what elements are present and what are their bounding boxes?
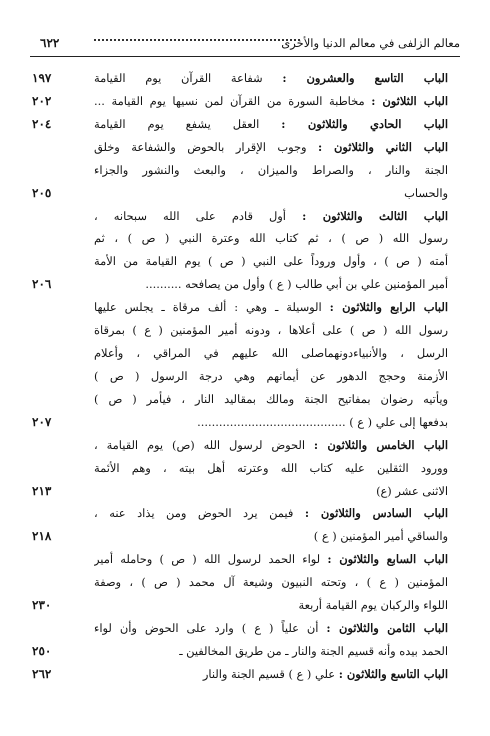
toc-line	[94, 227, 448, 249]
toc-line	[94, 113, 448, 135]
toc-line	[94, 434, 448, 456]
toc-line	[94, 457, 448, 479]
chapter-heading: الباب الثامن والثلاثون :	[326, 621, 448, 635]
entry-text: وجوب الإقرار بالحوض والشفاعة وخلق	[94, 140, 319, 154]
toc-line	[94, 411, 448, 433]
toc-line	[94, 182, 448, 204]
chapter-heading: الباب التاسع والثلاثون :	[338, 667, 448, 681]
toc-page-number: ٢٠٥	[32, 186, 52, 200]
chapter-heading: الباب الثاني والثلاثون :	[318, 140, 448, 154]
chapter-heading: الباب الثالث والثلاثون :	[302, 209, 448, 223]
entry-text: رسول الله ( ص ) على أعلاها ، ودونه أمير المؤمنين ( ع ) بمرقاة	[94, 323, 448, 337]
entry-text: بدفعها إلى علي ( ع ) .........................................	[197, 415, 448, 429]
entry-text: أول قادم على الله سبحانه ،	[94, 209, 303, 223]
entry-text: أمير المؤمنين علي بن أبي طالب ( ع ) وأول من يصافحه ..........	[145, 277, 448, 291]
toc-page-number: ١٩٧	[32, 71, 52, 85]
chapter-heading: الباب الثلاثون :	[371, 94, 448, 108]
entry-text: رسول الله ( ص ) ، ثم كتاب الله وعترة النبي ( ص ) ، ثم	[94, 231, 448, 245]
toc-page-number: ٢٠٧	[32, 415, 52, 429]
toc-line	[94, 548, 448, 570]
entry-text: مخاطبة السورة من القرآن لمن نسيها يوم القيامة ...	[94, 94, 372, 108]
toc-line	[94, 205, 448, 227]
toc-page-number: ٢٠٤	[32, 117, 52, 131]
toc-page-number: ٢٦٢	[32, 667, 52, 681]
chapter-heading: الباب الخامس والثلاثون :	[313, 438, 448, 452]
toc-page-number: ٢٥٠	[32, 644, 52, 658]
toc-page-number: ٢١٨	[32, 529, 52, 543]
entry-text: الأزمنة وحجج الدهور عن أيمانهم وهي درجة الرسول ( ص )	[94, 369, 448, 383]
entry-text: العقل يشفع يوم القيامة	[94, 117, 282, 131]
chapter-heading: الباب الرابع والثلاثون :	[329, 300, 448, 314]
toc-line	[94, 319, 448, 341]
entry-text: الوسيلة ـ وهي : ألف مرقاة ـ يجلس عليها	[94, 300, 330, 314]
toc-line	[94, 663, 448, 685]
toc-page-number: ٢٠٢	[32, 94, 52, 108]
toc-line	[94, 365, 448, 387]
entry-text: الرسل ، والأنبياءدونهماصلى الله عليهم في المراقي ، وأعلام	[94, 346, 448, 360]
toc-line	[94, 67, 448, 89]
toc-page-number: ٢٠٦	[32, 277, 52, 291]
entry-text: والحساب	[404, 186, 448, 200]
toc-line	[94, 480, 448, 502]
toc-line	[94, 388, 448, 410]
entry-text: ويأتيه رضوان بمفاتيح الجنة ومالك بمقاليد النار ، فيأمر ( ص )	[94, 392, 448, 406]
toc-line	[94, 617, 448, 639]
entry-text: أمته ( ص ) ، وأول وروداً على النبي ( ص ) يوم القيامة من الأمة	[94, 254, 448, 268]
toc-line	[94, 640, 448, 662]
toc-line	[94, 250, 448, 272]
entry-text: الحوض لرسول الله (ص) يوم القيامة ،	[94, 438, 314, 452]
chapter-heading: الباب التاسع والعشرون :	[282, 71, 448, 85]
chapter-heading: الباب السابع والثلاثون :	[327, 552, 448, 566]
toc-line	[94, 342, 448, 364]
entry-text: الاثنى عشر (ع)	[376, 484, 448, 498]
toc-line	[94, 502, 448, 524]
entry-text: شفاعة القرآن يوم القيامة	[94, 71, 283, 85]
entry-text: اللواء والركبان يوم القيامة أربعة	[298, 598, 448, 612]
header-leader-dots	[94, 39, 300, 41]
toc-page-number: ٢٣٠	[32, 598, 52, 612]
toc-line	[94, 525, 448, 547]
toc-line	[94, 273, 448, 295]
toc-line	[94, 90, 448, 112]
entry-text: وورود الثقلين عليه كتاب الله وعترته أهل بيته ، وهم الأئمة	[94, 461, 448, 475]
entry-text: الجنة والنار ، والصراط والميزان ، والبعث والنشور والجزاء	[94, 163, 448, 177]
entry-text: أن علياً ( ع ) وارد على الحوض وأن لواء	[94, 621, 327, 635]
entry-text: الحمد بيده وأنه قسيم الجنة والنار ـ من طريق المخالفين ـ	[179, 644, 448, 658]
toc-line	[94, 136, 448, 158]
chapter-heading: الباب السادس والثلاثون :	[304, 506, 448, 520]
page-number: ٦٢٢	[40, 36, 60, 50]
entry-text: فيمن يرد الحوض ومن يذاد عنه ،	[94, 506, 305, 520]
running-header	[30, 32, 460, 54]
toc-line	[94, 594, 448, 616]
toc-line	[94, 571, 448, 593]
chapter-heading: الباب الحادي والثلاثون :	[281, 117, 448, 131]
running-title: معالم الزلفى في معالم الدنيا والأخرى	[281, 36, 460, 50]
header-rule	[30, 56, 460, 57]
entry-text: والساقي أمير المؤمنين ( ع )	[313, 529, 448, 543]
toc-line	[94, 296, 448, 318]
entry-text: لواء الحمد لرسول الله ( ص ) وحامله أمير	[94, 552, 328, 566]
toc-line	[94, 159, 448, 181]
toc-page-number: ٢١٣	[32, 484, 52, 498]
entry-text: المؤمنين ( ع ) ، وتحته النبيون وشيعة آل محمد ( ص ) ، وصفة	[94, 575, 448, 589]
entry-text: علي ( ع ) قسيم الجنة والنار	[202, 667, 339, 681]
